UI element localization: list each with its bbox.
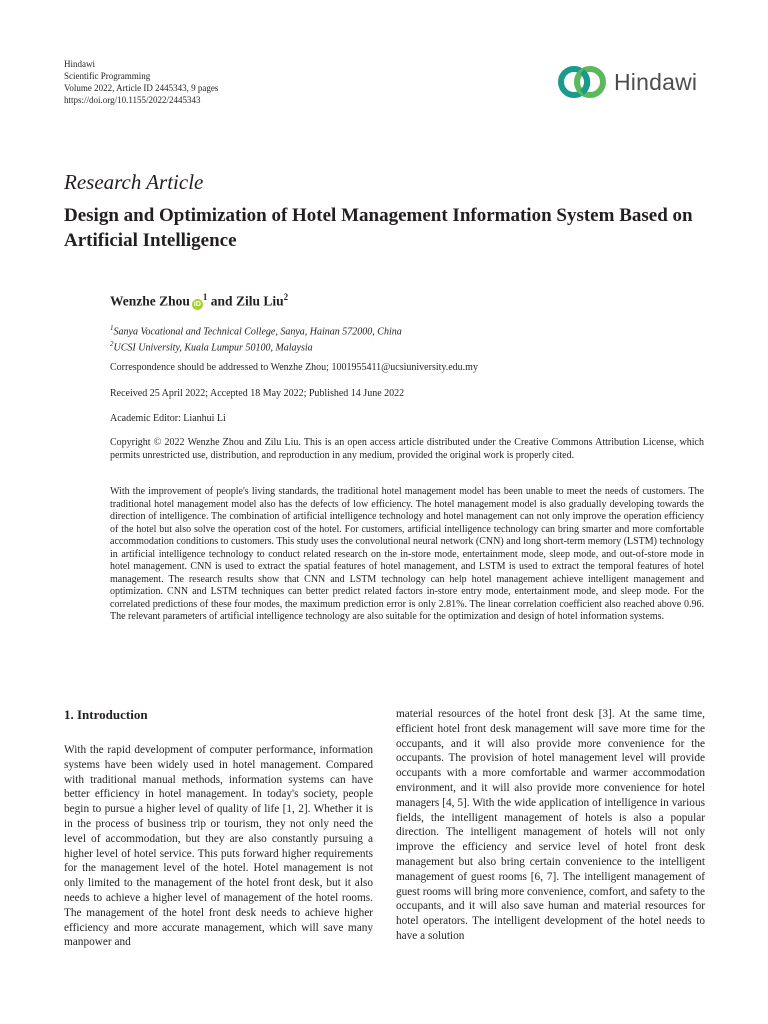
abstract: With the improvement of people's living standards, the traditional hotel management model has been unable to meet the needs of customers. The traditional hotel management model also has the defects of low efficiency. The hotel management model is also gradually developing towards the direction of intelligence. The combination of artificial intelligence technology and hotel management can not only improve the operation efficiency of the hotel but also solve the operation cost of the hotel. For customers, artificial intelligence technology can bring smarter and more comfortable accommodation conditions to customers. This study uses the convolutional neural network (CNN) and long short-term memory (LSTM) technology in artificial intelligence technology to conduct related research on the in-store mode, entertainment mode, sleep mode, and out-of-store mode in hotel management. CNN is used to extract the spatial features of hotel management, and LSTM is used to extract the temporal features of hotel management. The research results show that CNN and LSTM technology can help hotel management achieve intelligent management and optimization. CNN and LSTM techniques can better predict related factors in-store entry mode, entertainment mode, and sleep mode. For the correlated predictions of these four modes, the maximum prediction error is only 2.81%. The linear correlation coefficient also reached above 0.96. The relevant parameters of artificial intelligence technology are also suitable for the optimization and design of hotel information systems. [110, 486, 704, 622]
hindawi-logo-icon [557, 64, 607, 100]
author-connector: and [210, 293, 233, 309]
body-paragraph: With the rapid development of computer performance, information systems have been widely used in hotel management. Compared with traditional manual methods, information systems can have better efficiency in hotel management. In today's society, people begin to pursue a higher level of quality of life [1, 2]. Whether it is in the process of business trip or tourism, they not only need the level of accommodation, but they are also constantly pursuing a higher level of hotel service. This puts forward higher requirements for the management level of the hotel. Hotel management is not only limited to the management of the hotel front desk, but it also needs to achieve a higher level of management of the hotel rooms. The management of the hotel front desk needs to achieve higher efficiency and more accurate management, which will save many manpower and [64, 744, 373, 949]
academic-editor: Academic Editor: Lianhui Li [110, 413, 226, 424]
author-name[interactable]: Zilu Liu [235, 293, 284, 309]
doi-link[interactable]: https://doi.org/10.1155/2022/2445343 [64, 95, 201, 105]
affiliation-item [110, 322, 402, 338]
body-column-right [396, 707, 705, 944]
author-affiliation-ref: 2 [283, 292, 289, 302]
affiliation-number: 1 [110, 324, 114, 332]
publication-dates: Received 25 April 2022; Accepted 18 May 2022; Published 14 June 2022 [110, 388, 405, 399]
author-list [110, 292, 288, 310]
volume-line: Volume 2022, Article ID 2445343, 9 pages [64, 83, 219, 93]
hindawi-logo[interactable] [557, 62, 697, 102]
body-paragraph: material resources of the hotel front desk [3]. At the same time, efficient hotel front desk management will save more time for the occupants, and it will also provide more convenience for the occupants. The provision of hotel management level will provide occupants with a more comfortable and warmer accommodation environment, and it will also provide more convenience for hotel managers [4, 5]. With the wide application of intelligence in various fields, the intelligent management of hotels is also a popular direction. The intelligent management of hotels will not only improve the efficiency and service level of hotel front desk management but also bring certain convenience to the intelligent management of guest rooms [6, 7]. The intelligent management of guest rooms will bring more convenience, comfort, and safety to the occupants, and it will also save human and material resources for hotel operators. The intelligent development of the hotel needs to have a solution [396, 708, 705, 942]
affiliation-item [110, 338, 402, 354]
affiliation-number: 2 [110, 340, 114, 349]
article-type: Research Article [64, 170, 204, 194]
article-title: Design and Optimization of Hotel Management Information System Based on Artificial Intelligence [64, 205, 693, 251]
affiliation-text: Sanya Vocational and Technical College, Sanya, Hainan 572000, China [113, 326, 402, 338]
logo-text: Hindawi [614, 68, 698, 95]
journal-metadata [64, 58, 218, 106]
section-heading: 1. Introduction [64, 707, 148, 722]
publisher-name: Hindawi [64, 59, 95, 69]
affiliations [110, 322, 402, 355]
author-name[interactable]: Wenzhe Zhou [110, 293, 190, 309]
copyright-notice: Copyright © 2022 Wenzhe Zhou and Zilu Liu. This is an open access article distributed under the Creative Commons Attribution License, which permits unrestricted use, distribution, and reproduction in any medium, provided the original work is properly cited. [110, 437, 704, 461]
body-column-left [64, 707, 373, 950]
orcid-icon[interactable]: iD [193, 300, 201, 308]
journal-name: Scientific Programming [64, 71, 151, 81]
correspondence: Correspondence should be addressed to Wenzhe Zhou; 1001955411@ucsiuniversity.edu.my [110, 362, 478, 373]
author-affiliation-ref: 1 [202, 292, 208, 302]
affiliation-text: UCSI University, Kuala Lumpur 50100, Malaysia [113, 342, 313, 354]
